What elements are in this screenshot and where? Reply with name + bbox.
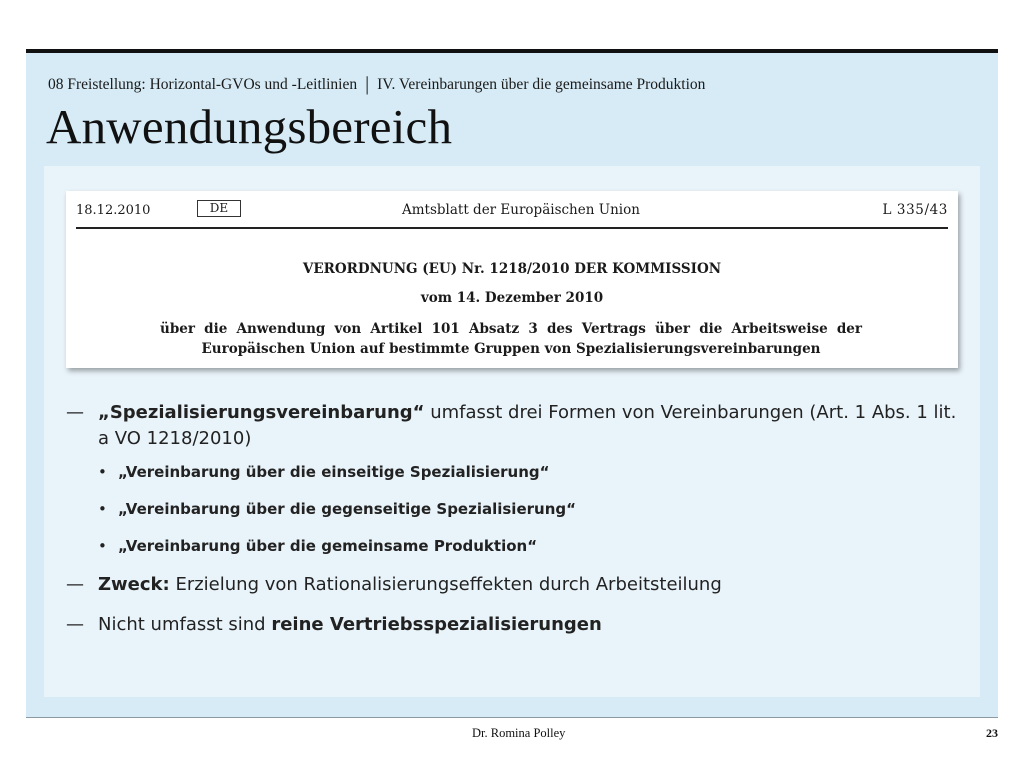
bullet-exclusion bbox=[66, 612, 966, 638]
breadcrumb-chapter: 08 Freistellung: Horizontal-GVOs und -Leitlinien bbox=[48, 76, 358, 93]
footer-divider bbox=[26, 717, 998, 718]
dash-marker: — bbox=[66, 402, 84, 423]
purpose-text: Erzielung von Rationalisierungseffekten durch Arbeitsteilung bbox=[169, 574, 722, 595]
sub-bullet-unilateral bbox=[66, 462, 966, 482]
bullet-purpose bbox=[66, 572, 966, 598]
excerpt-regulation-date: vom 14. Dezember 2010 bbox=[420, 290, 604, 306]
definition-term: „Spezialisierungsvereinbarung“ bbox=[98, 402, 425, 423]
bullet-definition bbox=[66, 400, 966, 452]
sub-bullet-joint-production bbox=[66, 536, 966, 556]
excerpt-journal-name: Amtsblatt der Europäischen Union bbox=[402, 202, 640, 218]
dash-marker: — bbox=[66, 574, 84, 595]
excerpt-subject-line-1: über die Anwendung von Artikel 101 Absatz 3 des Vertrags über die Arbeitsweise der bbox=[160, 321, 862, 337]
excerpt-subject bbox=[160, 319, 862, 359]
exclusion-term: reine Vertriebsspezialisierungen bbox=[271, 614, 602, 635]
excerpt-subject-line-2: Europäischen Union auf bestimmte Gruppen von Spezialisierungsvereinbarungen bbox=[201, 341, 821, 357]
purpose-term: Zweck: bbox=[98, 574, 170, 595]
exclusion-text: Nicht umfasst sind bbox=[98, 614, 272, 635]
page-title: Anwendungsbereich bbox=[46, 99, 453, 154]
breadcrumb-separator: | bbox=[365, 73, 370, 95]
sub-bullet-reciprocal bbox=[66, 499, 966, 519]
dash-marker: — bbox=[66, 614, 84, 635]
bullet-list bbox=[66, 400, 966, 638]
excerpt-language-box: DE bbox=[197, 200, 241, 217]
footer-author: Dr. Romina Polley bbox=[472, 726, 566, 740]
bullet-dot: • bbox=[98, 500, 107, 518]
sub-bullet-text: „Vereinbarung über die einseitige Spezialisierung“ bbox=[118, 463, 550, 481]
breadcrumb bbox=[48, 72, 705, 95]
sub-bullet-text: „Vereinbarung über die gegenseitige Spezialisierung“ bbox=[118, 500, 576, 518]
page-number: 23 bbox=[986, 726, 998, 740]
bullet-dot: • bbox=[98, 537, 107, 555]
bullet-dot: • bbox=[98, 463, 107, 481]
definition-text: umfasst drei Formen von Vereinbarungen (Art. 1 Abs. 1 lit. a VO 1218/2010) bbox=[98, 402, 957, 449]
excerpt-date: 18.12.2010 bbox=[76, 203, 151, 218]
sub-bullet-text: „Vereinbarung über die gemeinsame Produktion“ bbox=[118, 537, 538, 555]
excerpt-reference: L 335/43 bbox=[882, 202, 948, 218]
excerpt-header-rule bbox=[76, 227, 948, 229]
official-journal-excerpt bbox=[66, 191, 958, 368]
breadcrumb-section: IV. Vereinbarungen über die gemeinsame Produktion bbox=[377, 76, 706, 93]
excerpt-regulation-title: VERORDNUNG (EU) Nr. 1218/2010 DER KOMMISSION bbox=[302, 261, 722, 277]
